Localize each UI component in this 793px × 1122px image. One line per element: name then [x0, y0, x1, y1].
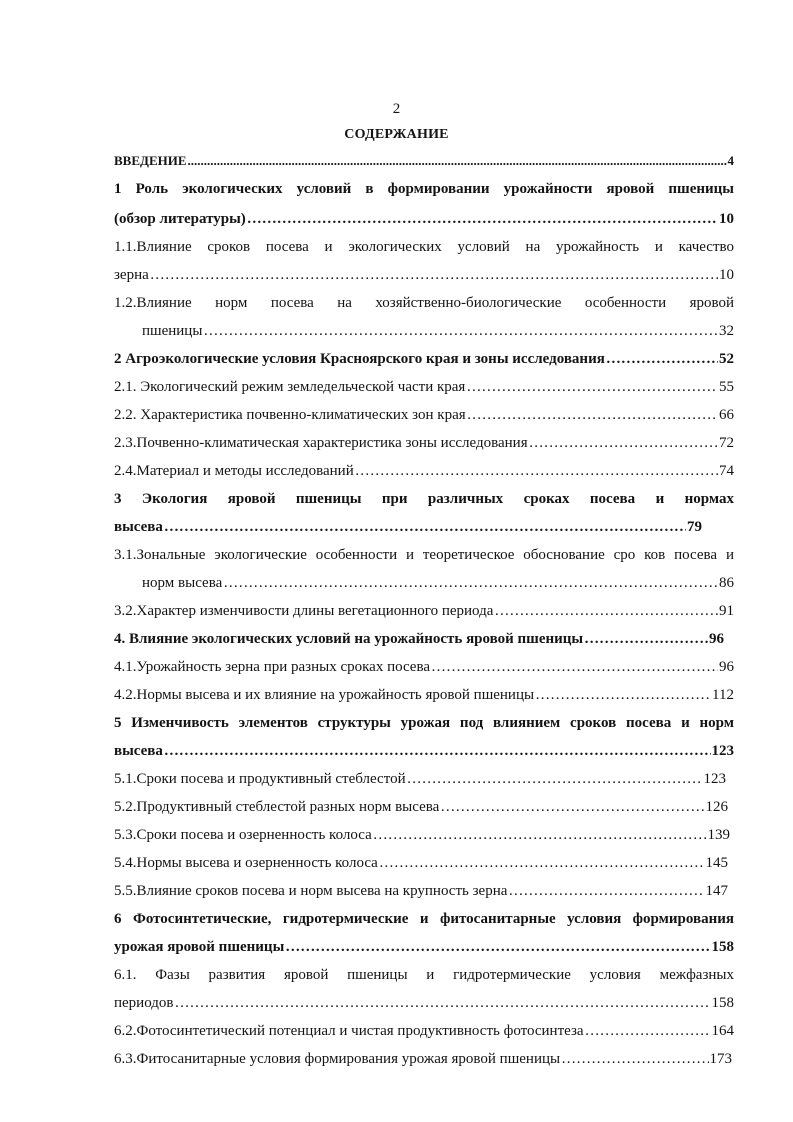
dot-leader — [373, 826, 707, 844]
toc-page-number: 112 — [712, 687, 734, 703]
toc-section-1-1-line-1[interactable]: 1.1.Влияние сроков посева и экологических условий на урожайность и качество — [114, 239, 734, 255]
toc-entry-title: урожая яровой пшеницы — [114, 939, 285, 955]
dot-leader — [150, 266, 718, 284]
dot-leader — [247, 210, 718, 228]
toc-section-2-3[interactable] — [114, 434, 734, 452]
toc-entry-title: 2.4.Материал и методы исследований — [114, 463, 354, 479]
toc-page-number: 86 — [719, 575, 734, 591]
dot-leader — [431, 658, 718, 676]
toc-page-number: 96 — [709, 631, 724, 647]
toc-page-number: 91 — [719, 603, 734, 619]
toc-entry-title: 5.3.Сроки посева и озерненность колоса — [114, 827, 372, 843]
dot-leader — [188, 152, 727, 170]
toc-section-3-1-line-1[interactable]: 3.1.Зональные экологические особенности и теоретическое обоснование сро ков посева и — [114, 547, 734, 563]
toc-section-2-1[interactable] — [114, 378, 734, 396]
dot-leader — [407, 770, 703, 788]
toc-section-5-1[interactable] — [114, 770, 726, 788]
toc-chapter-3-line-2[interactable] — [114, 518, 702, 536]
toc-entry-title: (обзор литературы) — [114, 211, 246, 227]
dot-leader — [175, 994, 711, 1012]
toc-page-number: 79 — [687, 519, 702, 535]
toc-entry-title: 2.3.Почвенно-климатическая характеристика зоны исследования — [114, 435, 528, 451]
toc-section-5-2[interactable] — [114, 798, 728, 816]
toc-section-3-2[interactable] — [114, 602, 734, 620]
toc-page-number: 173 — [709, 1051, 732, 1067]
toc-page-number: 66 — [719, 407, 734, 423]
toc-page-number: 145 — [705, 855, 728, 871]
toc-entry-introduction[interactable] — [114, 152, 734, 170]
toc-entry-title: периодов — [114, 995, 174, 1011]
dot-leader — [379, 854, 705, 872]
toc-section-5-5[interactable] — [114, 882, 728, 900]
toc-section-5-3[interactable] — [114, 826, 730, 844]
toc-entry-title: норм высева — [142, 575, 223, 591]
toc-section-4-2[interactable] — [114, 686, 734, 704]
dot-leader — [355, 462, 718, 480]
toc-page-number: 126 — [705, 799, 728, 815]
toc-chapter-6-line-2[interactable] — [114, 938, 734, 956]
toc-page-number: 74 — [719, 463, 734, 479]
toc-section-1-2-line-1[interactable]: 1.2.Влияние норм посева на хозяйственно-биологические особенности яровой — [114, 295, 734, 311]
toc-chapter-1-line-2[interactable] — [114, 210, 734, 228]
toc-page-number: 147 — [705, 883, 728, 899]
toc-page-number: 52 — [719, 351, 734, 367]
toc-entry-title: 5.5.Влияние сроков посева и норм высева на крупность зерна — [114, 883, 508, 899]
toc-entry-title: ВВЕДЕНИЕ — [114, 153, 187, 168]
toc-chapter-4[interactable] — [114, 630, 724, 648]
toc-page-number: 4 — [727, 153, 734, 168]
dot-leader — [494, 602, 718, 620]
toc-chapter-1-line-1[interactable]: 1 Роль экологических условий в формировании урожайности яровой пшеницы — [114, 181, 734, 197]
toc-entry-title: 2 Агроэкологические условия Красноярского края и зоны исследования — [114, 351, 605, 367]
toc-entry-title: 4.2.Нормы высева и их влияние на урожайность яровой пшеницы — [114, 687, 535, 703]
dot-leader — [466, 378, 718, 396]
dot-leader — [285, 938, 710, 956]
toc-chapter-3-line-1[interactable]: 3 Экология яровой пшеницы при различных сроках посева и нормах — [114, 491, 734, 507]
toc-chapter-5-line-1[interactable]: 5 Изменчивость элементов структуры урожая под влиянием сроков посева и норм — [114, 715, 734, 731]
dot-leader — [223, 574, 718, 592]
toc-page-number: 55 — [719, 379, 734, 395]
toc-page-number: 32 — [719, 323, 734, 339]
toc-entry-title: 6.3.Фитосанитарные условия формирования урожая яровой пшеницы — [114, 1051, 561, 1067]
toc-section-6-1-line-2[interactable] — [114, 994, 734, 1012]
toc-entry-title: зерна — [114, 267, 149, 283]
toc-entry-title: 2.1. Экологический режим земледельческой части края — [114, 379, 466, 395]
dot-leader — [529, 434, 718, 452]
toc-section-6-1-line-1[interactable]: 6.1. Фазы развития яровой пшеницы и гидротермические условия межфазных — [114, 967, 734, 983]
toc-page-number: 123 — [703, 771, 726, 787]
toc-entry-title: 3.2.Характер изменчивости длины вегетационного периода — [114, 603, 494, 619]
toc-entry-title: 6.2.Фотосинтетический потенциал и чистая продуктивность фотосинтеза — [114, 1023, 584, 1039]
toc-section-2-4[interactable] — [114, 462, 734, 480]
toc-section-1-2-line-2[interactable] — [114, 322, 734, 340]
toc-page-number: 164 — [711, 1023, 734, 1039]
toc-section-6-3[interactable] — [114, 1050, 732, 1068]
dot-leader — [467, 406, 718, 424]
dot-leader — [508, 882, 704, 900]
toc-section-1-1-line-2[interactable] — [114, 266, 734, 284]
toc-entry-title: высева — [114, 743, 163, 759]
toc-entry-title: 4.1.Урожайность зерна при разных сроках посева — [114, 659, 431, 675]
toc-section-6-2[interactable] — [114, 1022, 734, 1040]
page-title: СОДЕРЖАНИЕ — [344, 127, 449, 142]
toc-entry-title: пшеницы — [142, 323, 203, 339]
toc-entry-title: 5.4.Нормы высева и озерненность колоса — [114, 855, 378, 871]
dot-leader — [440, 798, 704, 816]
toc-page-number: 139 — [707, 827, 730, 843]
dot-leader — [164, 518, 686, 536]
toc-entry-title: 2.2. Характеристика почвенно-климатических зон края — [114, 407, 466, 423]
toc-section-5-4[interactable] — [114, 854, 728, 872]
toc-page-number: 158 — [711, 995, 734, 1011]
toc-entry-title: 4. Влияние экологических условий на урожайность яровой пшеницы — [114, 631, 584, 647]
toc-section-2-2[interactable] — [114, 406, 734, 424]
dot-leader — [164, 742, 711, 760]
dot-leader — [535, 686, 711, 704]
dot-leader — [585, 1022, 711, 1040]
toc-entry-title: 5.1.Сроки посева и продуктивный стеблестой — [114, 771, 406, 787]
dot-leader — [203, 322, 718, 340]
toc-section-3-1-line-2[interactable] — [114, 574, 734, 592]
dot-leader — [606, 350, 718, 368]
toc-page-number: 10 — [719, 267, 734, 283]
toc-page-number: 10 — [719, 211, 734, 227]
dot-leader — [584, 630, 708, 648]
toc-page-number: 72 — [719, 435, 734, 451]
dot-leader — [561, 1050, 708, 1068]
toc-chapter-6-line-1[interactable]: 6 Фотосинтетические, гидротермические и фитосанитарные условия формирования — [114, 911, 734, 927]
toc-entry-title: 5.2.Продуктивный стеблестой разных норм высева — [114, 799, 440, 815]
toc-section-4-1[interactable] — [114, 658, 734, 676]
toc-page-number: 158 — [711, 939, 734, 955]
toc-chapter-2[interactable] — [114, 350, 734, 368]
page-number: 2 — [392, 101, 401, 117]
toc-entry-title: высева — [114, 519, 163, 535]
toc-page-number: 96 — [719, 659, 734, 675]
toc-chapter-5-line-2[interactable] — [114, 742, 734, 760]
toc-page-number: 123 — [711, 743, 734, 759]
